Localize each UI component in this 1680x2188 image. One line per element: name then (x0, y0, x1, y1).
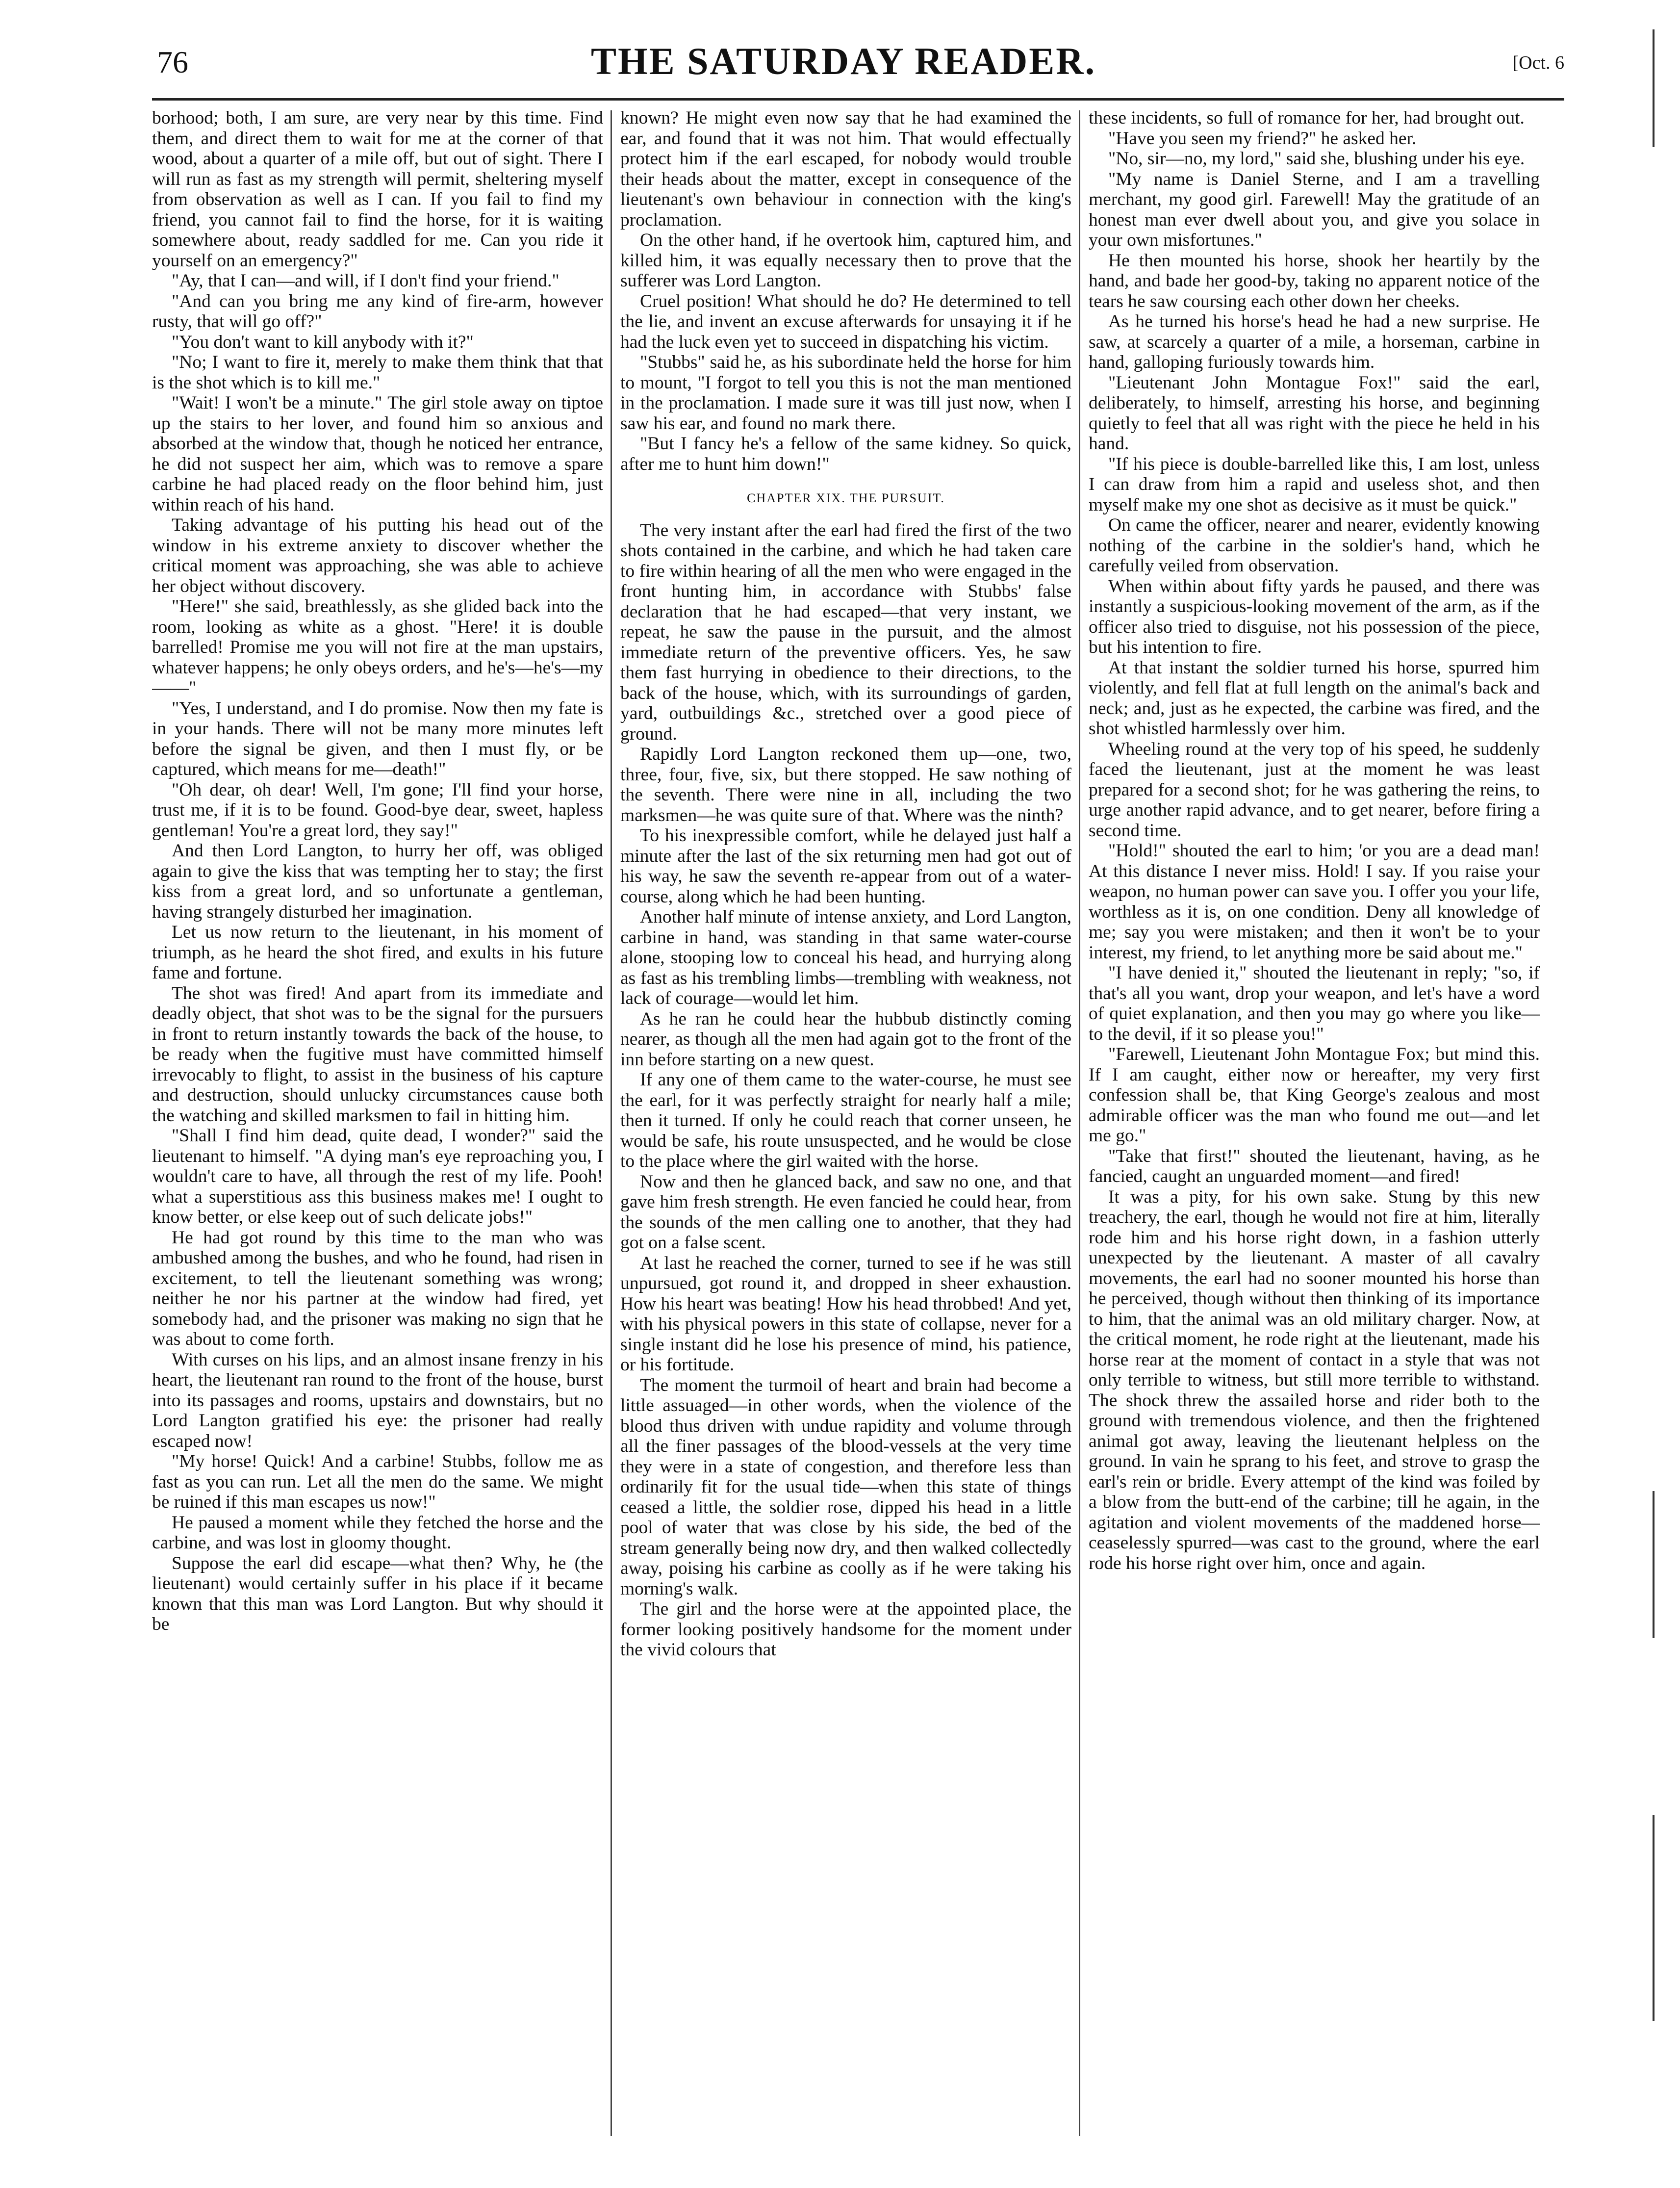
paragraph: "Shall I find him dead, quite dead, I wonder?" said the lieutenant to himself. "A dying man's eye reproaching you, I wouldn't care to have, all through the rest of my life. Pooh! what a superstitious ass this business makes me! I ought to know better, or else keep out of such delicate jobs!" (152, 1126, 603, 1227)
paragraph: And then Lord Langton, to hurry her off, was obliged again to give the kiss that was tempting her to stay; the first kiss from a great lord, and so unfortunate a gentleman, having strangely disturbed her imagination. (152, 841, 603, 922)
paragraph: The moment the turmoil of heart and brain had become a little assuaged—in other words, when the violence of the blood thus driven with undue rapidity and volume through all the finer passages of the blood-vessels at the very time they were in a state of congestion, and therefore less than ordinarily fit for the usual tide—when this state of things ceased a little, the soldier rose, dipped his head in a little pool of water that was close by his side, the bed of the stream generally being now dry, and then walked collectedly away, poising his carbine as coolly as if he were taking his morning's walk. (620, 1375, 1071, 1599)
paragraph: "Oh dear, oh dear! Well, I'm gone; I'll find your horse, trust me, if it is to be found. Good-bye dear, sweet, hapless gentleman! You're a great lord, they say!" (152, 779, 603, 841)
column-divider (1079, 110, 1080, 2136)
paragraph: At last he reached the corner, turned to see if he was still unpursued, got round it, and dropped in sheer exhaustion. How his heart was beating! How his head throbbed! And yet, with his physical powers in this state of collapse, never for a single instant did he lose his presence of mind, his patience, or his fortitude. (620, 1253, 1071, 1375)
paragraph: "Wait! I won't be a minute." The girl stole away on tiptoe up the stairs to her lover, and found him so anxious and absorbed at the window that, though he noticed her entrance, he did not suspect her aim, which was to remove a spare carbine he had placed ready on the floor behind him, just within reach of his hand. (152, 393, 603, 515)
paragraph: As he turned his horse's head he had a new surprise. He saw, at scarcely a quarter of a mile, a horseman, carbine in hand, galloping furiously towards him. (1089, 311, 1540, 372)
paragraph: borhood; both, I am sure, are very near by this time. Find them, and direct them to wait for me at the corner of that wood, about a quarter of a mile off, but out of sight. There I will run as fast as my strength will permit, sheltering myself from observation as well as I can. If you fail to find my friend, you cannot fail to find the horse, for it is waiting somewhere about, ready saddled for me. Can you ride it yourself on an emergency?" (152, 108, 603, 271)
paragraph: "Yes, I understand, and I do promise. Now then my fate is in your hands. There will not be many more minutes left before the signal be given, and then I must fly, or be captured, which means for me—death!" (152, 698, 603, 779)
paragraph: Taking advantage of his putting his head out of the window in his extreme anxiety to discover whether the critical moment was approaching, she was able to achieve her object without discovery. (152, 515, 603, 596)
paragraph: The shot was fired! And apart from its immediate and deadly object, that shot was to be the signal for the pursuers in front to return instantly towards the back of the house, to be ready when the fugitive must have committed himself irrevocably to flight, to assist in the business of his capture and destruction, should unlucky circumstances cause both the watching and skilled marksmen to fail in hitting him. (152, 983, 603, 1126)
paragraph: "Ay, that I can—and will, if I don't find your friend." (172, 271, 560, 291)
paragraph: He had got round by this time to the man who was ambushed among the bushes, and who he found, had risen in excitement, to tell the lieutenant something was wrong; neither he nor his partner at the window had fired, yet somebody had, and the prisoner was making no sign that he was about to come forth. (152, 1227, 603, 1349)
header-rule (152, 98, 1564, 101)
page-header (123, 34, 1564, 88)
paragraph: Wheeling round at the very top of his speed, he suddenly faced the lieutenant, just at the moment he was least prepared for a second shot; for he was gathering the reins, to urge another rapid advance, and to get nearer, before firing a second time. (1089, 739, 1540, 841)
masthead-title: THE SATURDAY READER. (590, 40, 1096, 82)
page-edge-mark (1653, 1491, 1655, 1638)
paragraph: "And can you bring me any kind of fire-arm, however rusty, that will go off?" (152, 291, 603, 332)
paragraph: Rapidly Lord Langton reckoned them up—one, two, three, four, five, six, but there stopped. He saw nothing of the seventh. There were nine in all, including the two marksmen—he was quite sure of that. Where was the ninth? (620, 744, 1071, 825)
page-number: 76 (157, 45, 188, 79)
column-3 (1089, 108, 1540, 2138)
paragraph: To his inexpressible comfort, while he delayed just half a minute after the last of the six returning men had got out of his way, he saw the seventh re-appear from out of a water-course, along which he had been hunting. (620, 825, 1071, 907)
paragraph: known? He might even now say that he had examined the ear, and found that it was not him. That would effectually protect him if the earl escaped, for nobody would trouble their heads about the matter, except in consequence of the lieutenant's own behaviour in connection with the king's proclamation. (620, 108, 1071, 230)
page-edge-mark (1653, 29, 1655, 147)
paragraph: When within about fifty yards he paused, and there was instantly a suspicious-looking movement of the arm, as if the officer also tried to disguise, not his possession of the piece, but his intention to fire. (1089, 576, 1540, 657)
paragraph: "My horse! Quick! And a carbine! Stubbs, follow me as fast as you can run. Let all the men do the same. We might be ruined if this man escapes us now!" (152, 1451, 603, 1512)
paragraph: "No, sir—no, my lord," said she, blushing under his eye. (1108, 149, 1525, 169)
paragraph: With curses on his lips, and an almost insane frenzy in his heart, the lieutenant ran round to the front of the house, burst into its passages and rooms, upstairs and downstairs, but no Lord Langton gratified his eye: the prisoner had really escaped now! (152, 1349, 603, 1451)
paragraph: "Lieutenant John Montague Fox!" said the earl, deliberately, to himself, arresting his horse, and beginning quietly to feel that all was right with the piece he held in his hand. (1089, 372, 1540, 454)
paragraph: "Have you seen my friend?" he asked her. (1108, 128, 1417, 149)
paragraph: If any one of them came to the water-course, he must see the earl, for it was perfectly straight for nearly half a mile; then it turned. If only he could reach that corner unseen, he would be safe, his route unsuspected, and he would be close to the place where the girl waited with the horse. (620, 1070, 1071, 1171)
paragraph: It was a pity, for his own sake. Stung by this new treachery, the earl, though he would not fire at him, literally rode him and his horse right down, in a fashion utterly unexpected by the lieutenant. A master of all cavalry movements, the earl had no sooner mounted his horse than he perceived, though without then thinking of its importance to him, that the animal was an old military charger. Now, at the critical moment, he rode right at the lieutenant, made his horse rear at the moment of contact in a style that was not only terrible to witness, but still more terrible to withstand. The shock threw the assailed horse and rider both to the ground with tremendous violence, and then the frightened animal got away, leaving the lieutenant helpless on the ground. In vain he sprang to his feet, and strove to grasp the earl's rein or bridle. Every attempt of the kind was foiled by a blow from the butt-end of the carbine; till he again, in the agitation and violent movements of the maddened horse—ceaselessly spurred—was cast to the ground, where the earl rode his horse right over him, once and again. (1089, 1186, 1540, 1573)
paragraph: "Farewell, Lieutenant John Montague Fox; but mind this. If I am caught, either now or hereafter, my very first confession shall be, that King George's zealous and most admirable officer was the man who found me out—and let me go." (1089, 1044, 1540, 1146)
paragraph: As he ran he could hear the hubbub distinctly coming nearer, as though all the men had again got to the front of the inn before starting on a new quest. (620, 1008, 1071, 1070)
paragraph: Suppose the earl did escape—what then? Why, he (the lieutenant) would certainly suffer in his place if it became known that this man was Lord Langton. But why should it be (152, 1553, 603, 1634)
paragraph: "Take that first!" shouted the lieutenant, having, as he fancied, caught an unguarded moment—and fired! (1089, 1146, 1540, 1186)
paragraph: "You don't want to kill anybody with it?" (172, 332, 474, 352)
paragraph: Let us now return to the lieutenant, in his moment of triumph, as he heard the shot fired, and exults in his future fame and fortune. (152, 922, 603, 983)
paragraph: "If his piece is double-barrelled like this, I am lost, unless I can draw from him a rapid and useless shot, and then myself make my one shot as decisive as it must be quick." (1089, 454, 1540, 515)
column-divider (611, 110, 612, 2136)
paragraph: Another half minute of intense anxiety, and Lord Langton, carbine in hand, was standing in that same water-course alone, stooping low to conceal his head, and hurrying along as fast as his trembling limbs—trembling with weakness, not lack of courage—would let him. (620, 907, 1071, 1008)
paragraph: He then mounted his horse, shook her heartily by the hand, and bade her good-by, taking no apparent notice of the tears he saw coursing each other down her cheeks. (1089, 250, 1540, 311)
page-edge-mark (1653, 1815, 1655, 2021)
chapter-heading: CHAPTER XIX. THE PURSUIT. (747, 491, 945, 505)
paragraph: "Here!" she said, breathlessly, as she glided back into the room, looking as white as a ghost. "Here! it is double barrelled! Promise me you will not fire at the man upstairs, whatever happens; he only obeys orders, and he's—he's—my ——" (152, 596, 603, 698)
paragraph: He paused a moment while they fetched the horse and the carbine, and was lost in gloomy thought. (152, 1512, 603, 1553)
paragraph: Cruel position! What should he do? He determined to tell the lie, and invent an excuse afterwards for unsaying it if he had the luck even yet to succeed in dispatching his victim. (620, 291, 1071, 352)
paragraph: On came the officer, nearer and nearer, evidently knowing nothing of the carbine in the soldier's hand, which he carefully veiled from observation. (1089, 515, 1540, 576)
paragraph: "I have denied it," shouted the lieutenant in reply; "so, if that's all you want, drop your weapon, and let's have a word of quiet explanation, and then you may go where you like—to the devil, if it so please you!" (1089, 963, 1540, 1044)
column-1 (152, 108, 603, 2138)
paragraph: Now and then he glanced back, and saw no one, and that gave him fresh strength. He even fancied he could hear, from the sounds of the men calling one to another, that they had got on a false scent. (620, 1171, 1071, 1253)
paragraph: "My name is Daniel Sterne, and I am a travelling merchant, my good girl. Farewell! May the gratitude of an honest man ever dwell about you, and give you solace in your own misfortunes." (1089, 169, 1540, 250)
paragraph: "No; I want to fire it, merely to make them think that that is the shot which is to kill me." (152, 352, 603, 393)
column-2 (620, 108, 1071, 2138)
paragraph: The girl and the horse were at the appointed place, the former looking positively handsome for the moment under the vivid colours that (620, 1599, 1071, 1660)
paragraph: "But I fancy he's a fellow of the same kidney. So quick, after me to hunt him down!" (620, 434, 1071, 474)
paragraph: The very instant after the earl had fired the first of the two shots contained in the carbine, and which he had taken care to fire within hearing of all the men who were engaged in the front hunting him, in accordance with Stubbs' false declaration that he had escaped—that very instant, we repeat, he saw the pause in the pursuit, and the almost immediate return of the preventive officers. Yes, he saw them fast hurrying in obedience to their directions, to the back of the house, which, with its surroundings of garden, yard, outbuildings &c., stretched over a good piece of ground. (620, 520, 1071, 744)
paragraph: On the other hand, if he overtook him, captured him, and killed him, it was equally necessary then to prove that the sufferer was Lord Langton. (620, 230, 1071, 291)
issue-date: [Oct. 6 (1512, 52, 1564, 73)
paragraph: "Stubbs" said he, as his subordinate held the horse for him to mount, "I forgot to tell you this is not the man mentioned in the proclamation. I made sure it was till just now, when I saw his ear, and found no mark there. (620, 352, 1071, 434)
paragraph: At that instant the soldier turned his horse, spurred him violently, and fell flat at full length on the animal's back and neck; and, just as he expected, the carbine was fired, and the shot whistled harmlessly over him. (1089, 657, 1540, 739)
paragraph: these incidents, so full of romance for her, had brought out. (1089, 108, 1525, 128)
paragraph: "Hold!" shouted the earl to him; 'or you are a dead man! At this distance I never miss. Hold! I say. If you raise your weapon, no human power can save you. I offer you your life, worthless as it is, on one condition. Deny all knowledge of me; say you were mistaken; and then it won't be to your interest, my friend, to let anything more be said about me." (1089, 841, 1540, 963)
